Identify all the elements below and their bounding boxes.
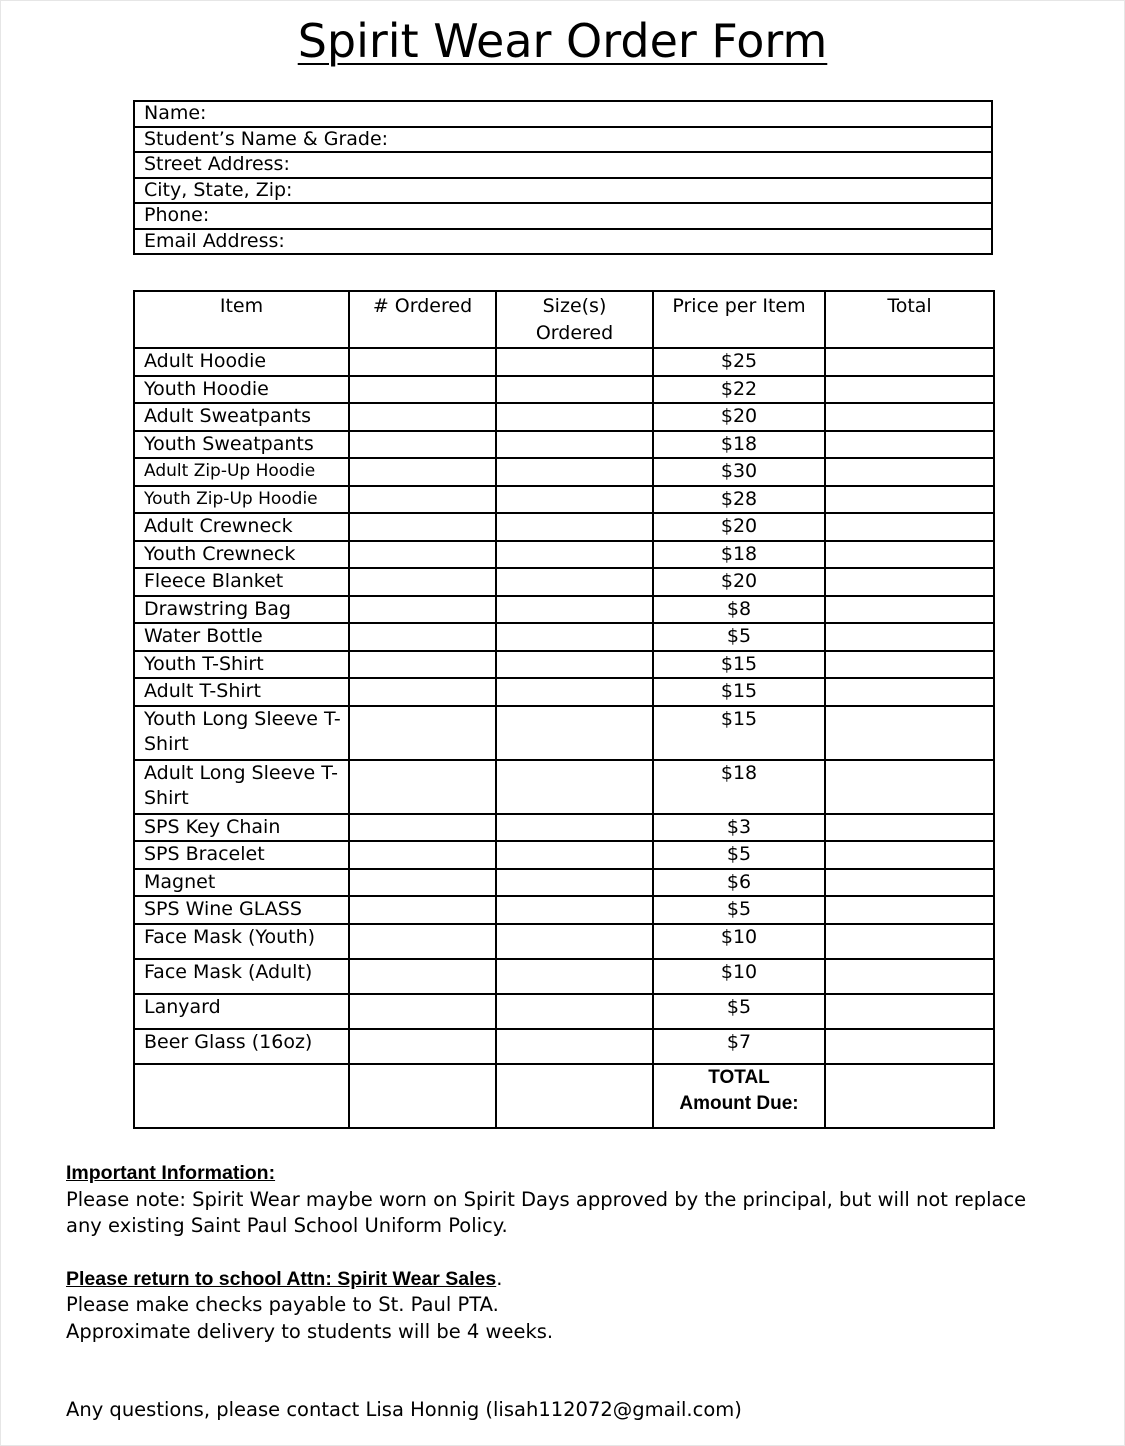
ordered-cell[interactable] [349,376,496,404]
ordered-cell[interactable] [349,760,496,814]
sizes-cell[interactable] [496,651,653,679]
street-address-field[interactable]: Street Address: [134,152,992,178]
column-header-ordered: # Ordered [349,291,496,348]
table-row [134,458,994,486]
total-cell[interactable] [825,678,994,706]
table-row [134,869,994,897]
price-cell: $10 [653,959,825,994]
item-name: SPS Bracelet [134,841,349,869]
table-row [134,623,994,651]
table-row [134,760,994,814]
ordered-cell[interactable] [349,623,496,651]
price-cell: $15 [653,678,825,706]
total-row [134,1064,994,1128]
total-cell[interactable] [825,431,994,459]
sizes-cell[interactable] [496,458,653,486]
table-row [134,651,994,679]
sizes-cell[interactable] [496,513,653,541]
sizes-cell[interactable] [496,348,653,376]
item-name: SPS Key Chain [134,814,349,842]
price-cell: $22 [653,376,825,404]
item-name: Adult Sweatpants [134,403,349,431]
price-cell: $3 [653,814,825,842]
price-cell: $10 [653,924,825,959]
sizes-cell[interactable] [496,841,653,869]
ordered-cell[interactable] [349,486,496,514]
price-cell: $25 [653,348,825,376]
ordered-cell[interactable] [349,896,496,924]
sizes-cell[interactable] [496,924,653,959]
ordered-cell[interactable] [349,403,496,431]
total-cell[interactable] [825,1029,994,1064]
price-cell: $18 [653,431,825,459]
item-name: SPS Wine GLASS [134,896,349,924]
sizes-cell[interactable] [496,706,653,760]
item-name: Adult Long Sleeve T-Shirt [134,760,349,814]
sizes-cell[interactable] [496,869,653,897]
price-cell: $15 [653,706,825,760]
page-title: Spirit Wear Order Form [297,14,828,68]
item-name: Youth Sweatpants [134,431,349,459]
item-name: Magnet [134,869,349,897]
ordered-cell[interactable] [349,706,496,760]
ordered-cell[interactable] [349,431,496,459]
price-cell: $15 [653,651,825,679]
ordered-cell[interactable] [349,541,496,569]
total-cell[interactable] [825,959,994,994]
total-cell[interactable] [825,513,994,541]
price-cell: $30 [653,458,825,486]
ordered-cell[interactable] [349,678,496,706]
return-heading: Please return to school Attn: Spirit Wear Sales [66,1267,497,1290]
total-cell[interactable] [825,403,994,431]
price-cell: $8 [653,596,825,624]
price-cell: $20 [653,568,825,596]
item-name: Youth Zip-Up Hoodie [134,486,349,514]
total-cell[interactable] [825,623,994,651]
total-cell[interactable] [825,924,994,959]
table-row [134,486,994,514]
sizes-cell[interactable] [496,678,653,706]
sizes-cell[interactable] [496,959,653,994]
item-name: Adult Zip-Up Hoodie [134,458,349,486]
sizes-cell[interactable] [496,596,653,624]
total-cell[interactable] [825,706,994,760]
ordered-cell[interactable] [349,458,496,486]
name-field[interactable]: Name: [134,101,992,127]
total-cell[interactable] [825,541,994,569]
item-name: Water Bottle [134,623,349,651]
email-field[interactable]: Email Address: [134,229,992,255]
sizes-cell[interactable] [496,623,653,651]
sizes-cell[interactable] [496,896,653,924]
return-instructions: Please return to school Attn: Spirit Wear Sales. [66,1266,503,1290]
sizes-cell[interactable] [496,760,653,814]
table-row [134,959,994,994]
student-name-grade-field[interactable]: Student’s Name & Grade: [134,127,992,153]
item-name: Lanyard [134,994,349,1029]
item-name: Face Mask (Adult) [134,959,349,994]
table-row [134,513,994,541]
ordered-cell[interactable] [349,869,496,897]
price-cell: $5 [653,841,825,869]
item-name: Face Mask (Youth) [134,924,349,959]
item-name: Youth Long Sleeve T-Shirt [134,706,349,760]
total-cell[interactable] [825,568,994,596]
price-cell: $20 [653,403,825,431]
ordered-cell[interactable] [349,841,496,869]
item-name: Youth Crewneck [134,541,349,569]
price-cell: $5 [653,623,825,651]
ordered-cell[interactable] [349,1029,496,1064]
contact-text: Any questions, please contact Lisa Honnig (lisah112072@gmail.com) [66,1398,742,1421]
price-cell: $7 [653,1029,825,1064]
table-row [134,841,994,869]
ordered-cell[interactable] [349,513,496,541]
table-row [134,431,994,459]
sizes-cell[interactable] [496,814,653,842]
total-cell[interactable] [825,896,994,924]
column-header-price: Price per Item [653,291,825,348]
column-header-total: Total [825,291,994,348]
order-items-table [133,290,995,1129]
ordered-cell[interactable] [349,596,496,624]
ordered-cell[interactable] [349,994,496,1029]
price-cell: $18 [653,760,825,814]
item-name: Beer Glass (16oz) [134,1029,349,1064]
total-cell[interactable] [825,760,994,814]
price-cell: $5 [653,994,825,1029]
item-name: Adult T-Shirt [134,678,349,706]
ordered-cell[interactable] [349,348,496,376]
ordered-cell[interactable] [349,651,496,679]
item-name: Adult Hoodie [134,348,349,376]
total-cell[interactable] [825,994,994,1029]
item-name: Youth T-Shirt [134,651,349,679]
empty-cell [496,1064,653,1128]
empty-cell [349,1064,496,1128]
sizes-cell[interactable] [496,403,653,431]
important-info-heading: Important Information: [66,1162,276,1184]
ordered-cell[interactable] [349,959,496,994]
total-cell[interactable] [825,651,994,679]
total-cell[interactable] [825,376,994,404]
city-state-zip-field[interactable]: City, State, Zip: [134,178,992,204]
total-cell[interactable] [825,596,994,624]
table-row [134,541,994,569]
ordered-cell[interactable] [349,568,496,596]
sizes-cell[interactable] [496,376,653,404]
price-cell: $5 [653,896,825,924]
total-cell[interactable] [825,348,994,376]
total-cell[interactable] [825,458,994,486]
phone-field[interactable]: Phone: [134,203,992,229]
item-name: Fleece Blanket [134,568,349,596]
table-row [134,376,994,404]
sizes-cell[interactable] [496,568,653,596]
total-cell[interactable] [825,486,994,514]
table-row [134,596,994,624]
column-header-sizes: Size(s) Ordered [496,291,653,348]
ordered-cell[interactable] [349,924,496,959]
sizes-cell[interactable] [496,994,653,1029]
column-header-item: Item [134,291,349,348]
total-amount-label: TOTAL Amount Due: [653,1064,825,1128]
sizes-cell[interactable] [496,541,653,569]
total-cell[interactable] [825,869,994,897]
checks-payable-text: Please make checks payable to St. Paul PTA. [66,1293,499,1316]
item-name: Youth Hoodie [134,376,349,404]
notes-section [66,1160,1066,1345]
total-cell[interactable] [825,814,994,842]
sizes-cell[interactable] [496,431,653,459]
table-row [134,896,994,924]
contact-info-table [133,100,993,255]
sizes-cell[interactable] [496,1029,653,1064]
price-cell: $20 [653,513,825,541]
table-row [134,706,994,760]
item-name: Drawstring Bag [134,596,349,624]
important-info-text: Please note: Spirit Wear maybe worn on Spirit Days approved by the principal, but will not replace any existing Saint Paul School Uniform Policy. [66,1187,1027,1237]
sizes-cell[interactable] [496,486,653,514]
price-cell: $28 [653,486,825,514]
table-row [134,994,994,1029]
total-cell[interactable] [825,841,994,869]
table-row [134,1029,994,1064]
ordered-cell[interactable] [349,814,496,842]
price-cell: $6 [653,869,825,897]
table-row [134,924,994,959]
empty-cell [134,1064,349,1128]
table-row [134,403,994,431]
table-row [134,568,994,596]
item-name: Adult Crewneck [134,513,349,541]
price-cell: $18 [653,541,825,569]
total-amount-cell[interactable] [825,1064,994,1128]
table-row [134,348,994,376]
delivery-text: Approximate delivery to students will be 4 weeks. [66,1319,554,1343]
table-row [134,814,994,842]
table-row [134,678,994,706]
